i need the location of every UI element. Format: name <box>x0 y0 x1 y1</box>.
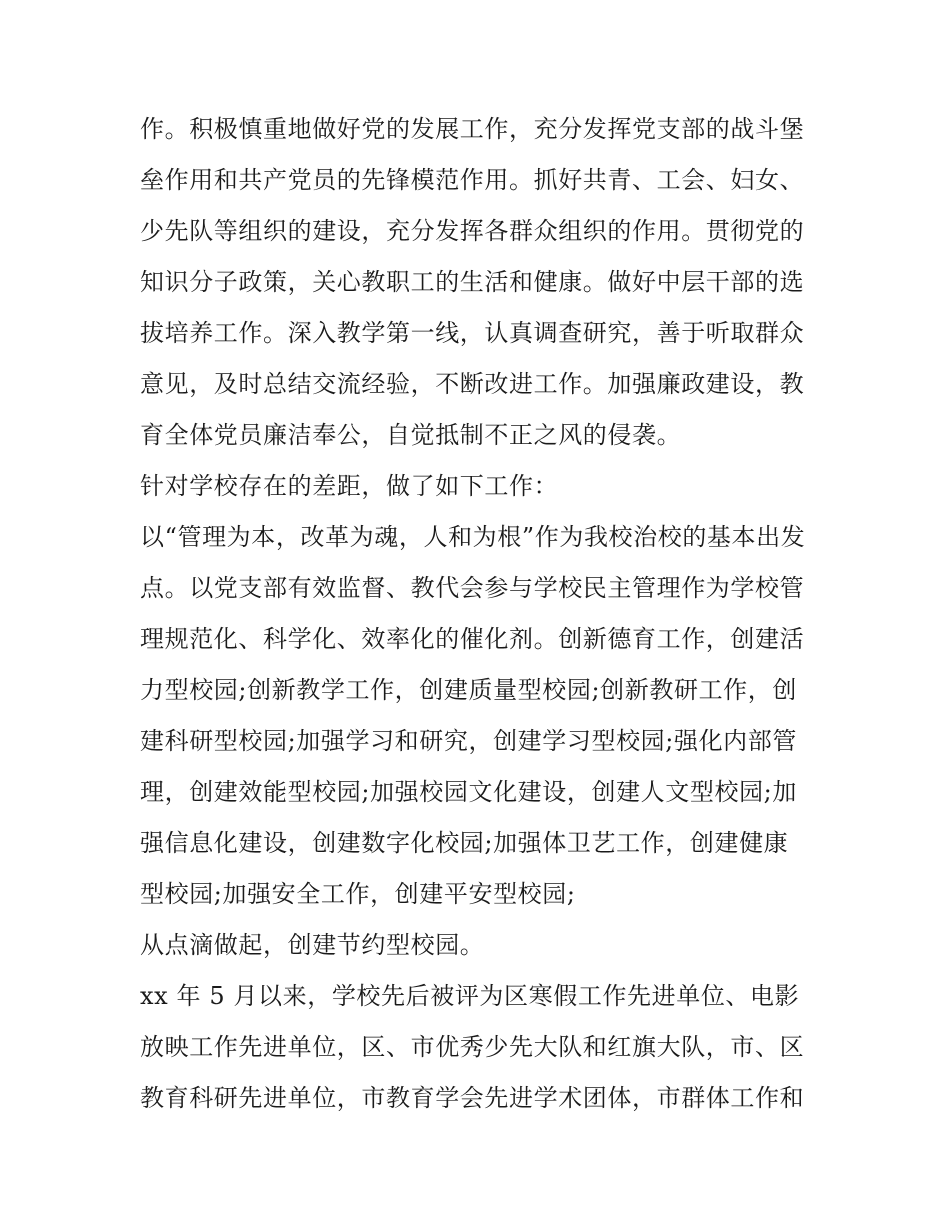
text-line: 从点滴做起，创建节约型校园。 <box>140 931 485 959</box>
text-line: 意见，及时总结交流经验，不断改进工作。加强廉政建设，教 <box>140 370 805 398</box>
text-line: 作。积极慎重地做好党的发展工作，充分发挥党支部的战斗堡 <box>140 115 805 143</box>
text-line: 针对学校存在的差距，做了如下工作： <box>140 472 559 500</box>
text-line: 力型校园;创新教学工作，创建质量型校园;创新教研工作，创 <box>140 676 797 704</box>
document-body <box>140 104 820 1124</box>
text-line: 点。以党支部有效监督、教代会参与学校民主管理作为学校管 <box>140 574 805 602</box>
text-line: xx 年 5 月以来，学校先后被评为区寒假工作先进单位、电影 <box>140 982 800 1010</box>
text-line: 建科研型校园;加强学习和研究，创建学习型校园;强化内部管 <box>140 727 797 755</box>
text-line: 知识分子政策，关心教职工的生活和健康。做好中层干部的选 <box>140 268 805 296</box>
text-line: 理，创建效能型校园;加强校园文化建设，创建人文型校园;加 <box>140 778 797 806</box>
text-line: 型校园;加强安全工作，创建平安型校园; <box>140 880 576 908</box>
text-line: 少先队等组织的建设，充分发挥各群众组织的作用。贯彻党的 <box>140 217 805 245</box>
text-line: 教育科研先进单位，市教育学会先进学术团体，市群体工作和 <box>140 1084 805 1112</box>
text-line: 强信息化建设，创建数字化校园;加强体卫艺工作，创建健康 <box>140 829 789 857</box>
text-line: 理规范化、科学化、效率化的催化剂。创新德育工作，创建活 <box>140 625 805 653</box>
text-line: 垒作用和共产党员的先锋模范作用。抓好共青、工会、妇女、 <box>140 166 805 194</box>
text-line: 育全体党员廉洁奉公，自觉抵制不正之风的侵袭。 <box>140 421 682 449</box>
text-line: 以“管理为本，改革为魂，人和为根”作为我校治校的基本出发 <box>140 523 806 551</box>
text-line: 放映工作先进单位，区、市优秀少先大队和红旗大队，市、区 <box>140 1033 805 1061</box>
text-line: 拔培养工作。深入教学第一线，认真调查研究，善于听取群众 <box>140 319 805 347</box>
